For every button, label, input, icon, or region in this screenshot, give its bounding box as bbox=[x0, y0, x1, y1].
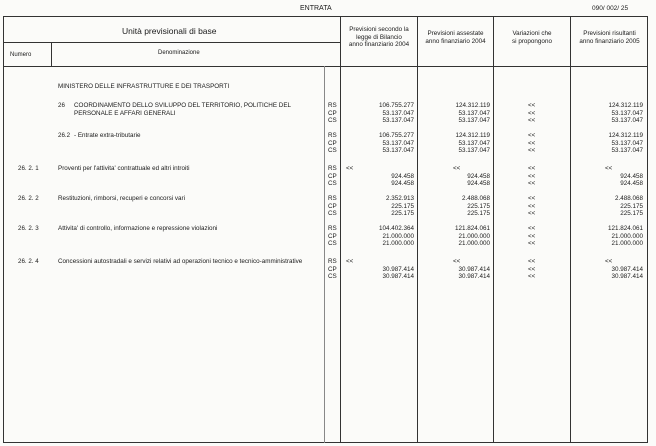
row-value-v1: 225.175 bbox=[391, 202, 414, 210]
section-description: Proventi per l'attivita' contrattuale ed altri introiti bbox=[58, 165, 190, 172]
row-value-v3: << bbox=[528, 273, 536, 280]
section-code: 26. 2. 3 bbox=[18, 225, 39, 232]
page-header-title: ENTRATA bbox=[300, 5, 332, 12]
row-value-v3: << bbox=[528, 139, 536, 147]
row-type: CP bbox=[328, 109, 337, 117]
row-value-v2: 53.137.047 bbox=[458, 109, 490, 117]
denominazione-label: Denominazione bbox=[158, 50, 200, 56]
section-description: Restituzioni, rimborsi, recuperi e concorsi vari bbox=[58, 195, 186, 202]
row-type: CS bbox=[328, 210, 337, 217]
col1-header-line: anno finanziario 2004 bbox=[348, 41, 410, 48]
row-type: CP bbox=[328, 139, 337, 147]
row-value-v2: 124.312.119 bbox=[455, 102, 490, 109]
row-value-v4: 225.175 bbox=[620, 210, 643, 217]
row-value-v4: 30.987.414 bbox=[611, 265, 643, 273]
section-code: 26. 2. 2 bbox=[18, 195, 39, 202]
section-description: COORDINAMENTO DELLO SVILUPPO DEL TERRITORIO, POLITICHE DEL bbox=[74, 102, 292, 109]
row-value-v1: 924.458 bbox=[391, 172, 414, 180]
row-value-v4: 21.000.000 bbox=[611, 232, 643, 240]
row-value-v4: 21.000.000 bbox=[611, 240, 643, 247]
row-value-v2: 21.000.000 bbox=[458, 240, 490, 247]
row-value-v1: << bbox=[346, 165, 354, 172]
row-type: RS bbox=[328, 225, 337, 232]
row-value-v4: 225.175 bbox=[620, 202, 643, 210]
row-type: CS bbox=[328, 240, 337, 247]
row-value-v4: 53.137.047 bbox=[611, 139, 643, 147]
section-code: 26. 2. 4 bbox=[18, 258, 39, 265]
row-value-v3: << bbox=[528, 109, 536, 117]
row-type: CS bbox=[328, 180, 337, 187]
row-value-v2: 53.137.047 bbox=[458, 139, 490, 147]
row-value-v4: 53.137.047 bbox=[611, 109, 643, 117]
row-value-v3: << bbox=[528, 102, 536, 109]
row-value-v1: 53.137.047 bbox=[382, 109, 414, 117]
unit-title: Unità previsionali di base bbox=[122, 26, 217, 36]
row-value-v2: 124.312.119 bbox=[455, 132, 490, 139]
row-value-v1: 104.402.364 bbox=[378, 225, 414, 232]
row-value-v4: 924.458 bbox=[620, 172, 643, 180]
row-value-v1: 225.175 bbox=[391, 210, 414, 217]
row-value-v4: 121.824.061 bbox=[607, 225, 643, 232]
section-code: 26.2 bbox=[58, 132, 71, 139]
section-code: 26. 2. 1 bbox=[18, 165, 39, 172]
row-type: CP bbox=[328, 202, 337, 210]
row-value-v2: 53.137.047 bbox=[458, 147, 490, 154]
col-divider-1 bbox=[340, 16, 341, 443]
row-value-v2: 924.458 bbox=[467, 180, 490, 187]
row-type: RS bbox=[328, 102, 337, 109]
row-value-v1: 106.755.277 bbox=[378, 102, 414, 109]
row-type: CS bbox=[328, 117, 337, 124]
row-value-v3: << bbox=[528, 180, 536, 187]
col4-header bbox=[571, 30, 648, 45]
row-value-v2: << bbox=[453, 165, 461, 172]
col3-header bbox=[494, 30, 570, 45]
row-value-v2: 53.137.047 bbox=[458, 117, 490, 124]
col3-header-line: si propongono bbox=[512, 37, 552, 45]
row-value-v2: << bbox=[453, 258, 461, 265]
col2-header-line: anno finanziario 2004 bbox=[425, 37, 486, 45]
row-value-v3: << bbox=[528, 172, 536, 180]
row-value-v2: 30.987.414 bbox=[458, 273, 490, 280]
col1-header-line: legge di Bilancio bbox=[356, 33, 402, 41]
row-value-v2: 2.488.068 bbox=[461, 195, 490, 202]
col-divider-3 bbox=[493, 16, 494, 443]
row-value-v1: 30.987.414 bbox=[382, 273, 414, 280]
col4-header-line: anno finanziario 2005 bbox=[579, 37, 640, 45]
row-value-v3: << bbox=[528, 165, 536, 172]
page-code: 090/ 002/ 25 bbox=[592, 5, 629, 12]
row-value-v1: 2.352.913 bbox=[385, 195, 414, 202]
row-value-v4: << bbox=[605, 258, 613, 265]
row-type: CP bbox=[328, 265, 337, 273]
col1-header-line: Previsioni secondo la bbox=[349, 26, 409, 33]
row-value-v4: 924.458 bbox=[620, 180, 643, 187]
row-value-v3: << bbox=[528, 132, 536, 139]
numero-label: Numero bbox=[10, 52, 32, 58]
row-value-v1: 53.137.047 bbox=[382, 117, 414, 124]
row-value-v4: 53.137.047 bbox=[611, 117, 643, 124]
row-value-v2: 121.824.061 bbox=[454, 225, 490, 232]
col2-header bbox=[418, 30, 493, 45]
header-bottom-rule bbox=[3, 66, 648, 67]
row-value-v1: 21.000.000 bbox=[382, 240, 414, 247]
section-description: PERSONALE E AFFARI GENERALI bbox=[74, 110, 176, 117]
row-type: CS bbox=[328, 147, 337, 154]
row-value-v1: 53.137.047 bbox=[382, 147, 414, 154]
row-type: RS bbox=[328, 132, 337, 139]
row-value-v4: 2.488.068 bbox=[614, 195, 643, 202]
numero-divider bbox=[51, 42, 52, 66]
row-value-v2: 30.987.414 bbox=[458, 265, 490, 273]
row-value-v1: 30.987.414 bbox=[382, 265, 414, 273]
row-type: CP bbox=[328, 232, 337, 240]
row-value-v4: 124.312.119 bbox=[608, 102, 643, 109]
row-value-v3: << bbox=[528, 240, 536, 247]
row-value-v3: << bbox=[528, 258, 536, 265]
col2-header-line: Previsioni assestate bbox=[427, 30, 484, 37]
row-type: RS bbox=[328, 165, 337, 172]
row-value-v2: 21.000.000 bbox=[458, 232, 490, 240]
col1-header bbox=[341, 26, 417, 49]
row-value-v4: 53.137.047 bbox=[611, 147, 643, 154]
section-description: Attivita' di controllo, informazione e repressione violazioni bbox=[58, 225, 218, 232]
row-value-v3: << bbox=[528, 202, 536, 210]
row-type: RS bbox=[328, 195, 337, 202]
col4-header-line: Previsioni risultanti bbox=[583, 30, 636, 37]
row-value-v1: 53.137.047 bbox=[382, 139, 414, 147]
section-code: 26 bbox=[58, 102, 65, 109]
row-type: RS bbox=[328, 258, 337, 265]
unit-title-rule bbox=[3, 42, 340, 43]
row-value-v1: 924.458 bbox=[391, 180, 414, 187]
row-value-v2: 225.175 bbox=[467, 202, 490, 210]
row-type: CS bbox=[328, 273, 337, 280]
row-type: CP bbox=[328, 172, 337, 180]
col-divider-4 bbox=[570, 16, 571, 443]
row-value-v1: << bbox=[346, 258, 354, 265]
row-value-v3: << bbox=[528, 225, 536, 232]
row-value-v1: 106.755.277 bbox=[378, 132, 414, 139]
row-value-v3: << bbox=[528, 147, 536, 154]
row-value-v3: << bbox=[528, 210, 536, 217]
row-value-v1: 21.000.000 bbox=[382, 232, 414, 240]
row-value-v4: 124.312.119 bbox=[608, 132, 643, 139]
row-value-v3: << bbox=[528, 117, 536, 124]
col-divider-2 bbox=[417, 16, 418, 443]
row-value-v4: 30.987.414 bbox=[611, 273, 643, 280]
row-value-v2: 225.175 bbox=[467, 210, 490, 217]
row-value-v2: 924.458 bbox=[467, 172, 490, 180]
section-description: Concessioni autostradali e servizi relativi ad operazioni tecnico e tecnico-amministrative bbox=[58, 258, 303, 265]
row-value-v3: << bbox=[528, 265, 536, 273]
col3-header-line: Variazioni che bbox=[512, 30, 552, 37]
section-description: - Entrate extra-tributarie bbox=[74, 132, 141, 139]
row-value-v4: << bbox=[605, 165, 613, 172]
type-col-divider bbox=[324, 66, 325, 443]
row-value-v3: << bbox=[528, 195, 536, 202]
row-value-v3: << bbox=[528, 232, 536, 240]
ministry-title: MINISTERO DELLE INFRASTRUTTURE E DEI TRASPORTI bbox=[58, 83, 230, 90]
